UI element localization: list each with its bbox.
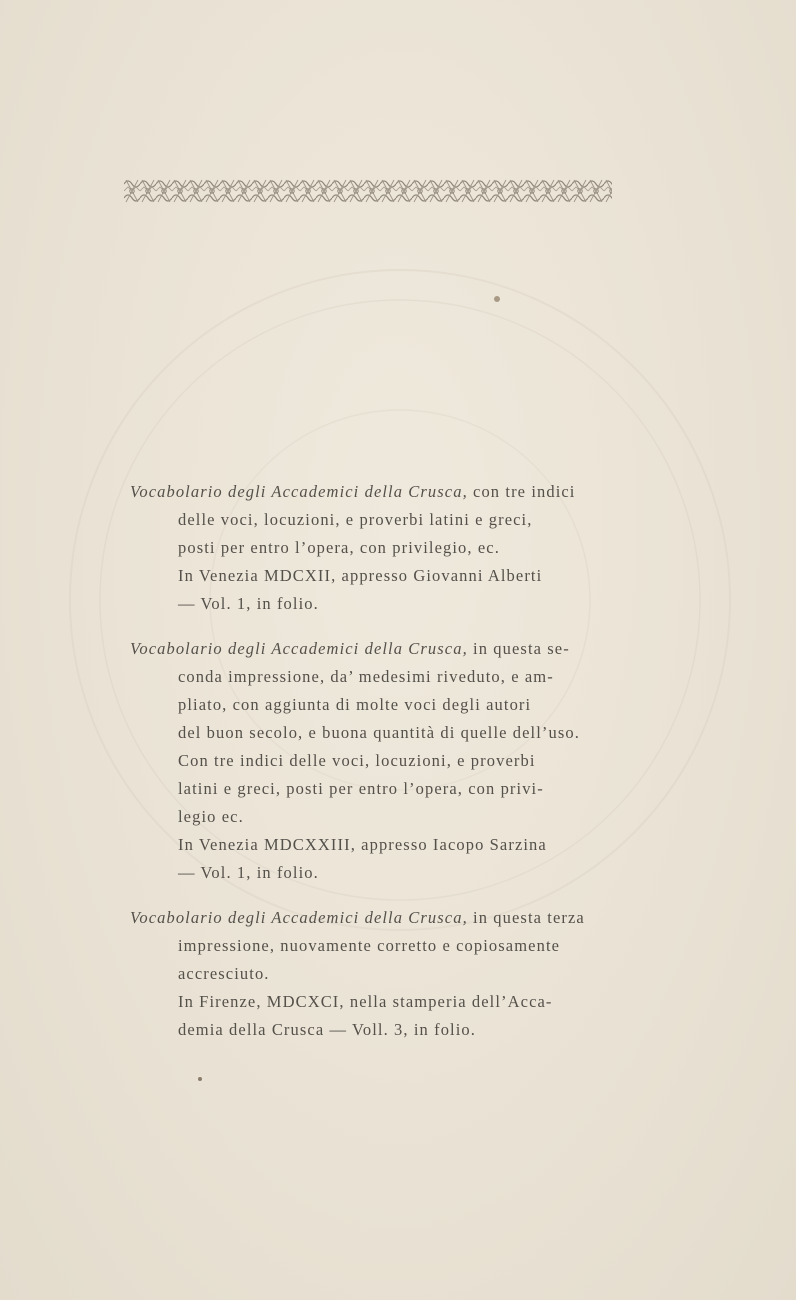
entry-text: delle voci, locuzioni, e proverbi latini e greci, (178, 510, 533, 529)
entry-text: Con tre indici delle voci, locuzioni, e proverbi (178, 751, 536, 770)
entry-title: Vocabolario degli Accademici della Crusca, (130, 639, 468, 658)
entry-imprint: In Venezia MDCXXIII, appresso Iacopo Sarzina (178, 835, 547, 854)
entry-title: Vocabolario degli Accademici della Crusca, (130, 482, 468, 501)
entry-imprint: demia della Crusca — Voll. 3, in folio. (178, 1020, 477, 1039)
bibliography-entry (130, 904, 630, 1044)
ornament-dot (494, 296, 500, 302)
entry-imprint: — Vol. 1, in folio. (178, 863, 319, 882)
entry-text: accresciuto. (178, 964, 270, 983)
entry-text: posti per entro l’opera, con privilegio, ec. (178, 538, 500, 557)
entry-first-line (130, 635, 630, 663)
entry-text: legio ec. (178, 807, 244, 826)
decorative-border-ornament (124, 176, 612, 206)
entry-imprint: — Vol. 1, in folio. (178, 594, 319, 613)
entry-text: del buon secolo, e buona quantità di quelle dell’uso. (178, 723, 580, 742)
bibliography-entry (130, 478, 630, 618)
bibliography-entry (130, 635, 630, 887)
entry-text: in questa se- (467, 639, 570, 658)
entry-text: con tre indici (467, 482, 576, 501)
entry-first-line (130, 904, 630, 932)
entry-text: in questa terza (467, 908, 585, 927)
ink-speck (198, 1077, 202, 1081)
entry-title: Vocabolario degli Accademici della Crusca, (130, 908, 468, 927)
entry-first-line (130, 478, 630, 506)
entry-text: pliato, con aggiunta di molte voci degli autori (178, 695, 532, 714)
entry-imprint: In Venezia MDCXII, appresso Giovanni Alberti (178, 566, 543, 585)
entry-text: impressione, nuovamente corretto e copiosamente (178, 936, 561, 955)
entry-text: conda impressione, da’ medesimi riveduto, e am- (178, 667, 554, 686)
entry-text: latini e greci, posti per entro l’opera, con privi- (178, 779, 544, 798)
bibliography-list (130, 478, 630, 1061)
entry-imprint: In Firenze, MDCXCI, nella stamperia dell’Acca- (178, 992, 553, 1011)
